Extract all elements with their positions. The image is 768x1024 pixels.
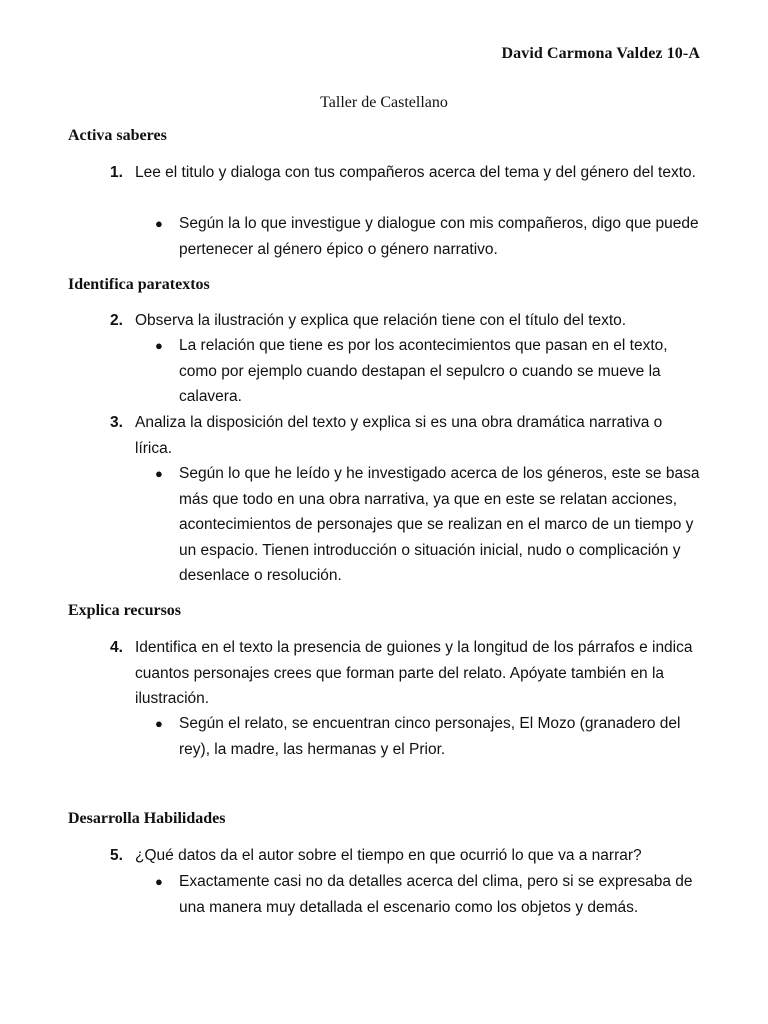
question-text: ¿Qué datos da el autor sobre el tiempo en que ocurrió lo que va a narrar? [135, 847, 642, 864]
answer-text: La relación que tiene es por los acontecimientos que pasan en el texto, como por ejemplo cuando destapan el sepulcro o cuando se mueve la calavera. [179, 337, 668, 405]
question-number: 1. [110, 164, 123, 181]
question-text: Identifica en el texto la presencia de guiones y la longitud de los párrafos e indica cuantos personajes crees que forman parte del relato. Apóyate también en la ilustración. [135, 639, 693, 707]
page-title: Taller de Castellano [320, 94, 448, 111]
answer-text: Según la lo que investigue y dialogue con mis compañeros, digo que puede pertenecer al género épico o género narrativo. [179, 215, 699, 258]
question-number: 3. [110, 414, 123, 431]
question-number: 2. [110, 312, 123, 329]
section-heading-explica-recursos: Explica recursos [68, 602, 182, 619]
question-text: Observa la ilustración y explica que relación tiene con el título del texto. [135, 312, 627, 329]
answer-4 [155, 711, 701, 762]
question-number: 4. [110, 639, 123, 656]
question-number: 5. [110, 847, 123, 864]
question-text: Analiza la disposición del texto y explica si es una obra dramática narrativa o lírica. [135, 414, 663, 457]
answer-text: Exactamente casi no da detalles acerca del clima, pero si se expresaba de una manera muy detallada el escenario como los objetos y demás. [179, 873, 693, 916]
bullet-icon: ● [155, 216, 163, 231]
question-4 [110, 635, 701, 712]
bullet-icon: ● [155, 874, 163, 889]
answer-3 [155, 461, 701, 589]
answer-5 [155, 869, 701, 920]
author-line: David Carmona Valdez 10-A [501, 45, 700, 62]
question-5 [110, 843, 701, 869]
question-text: Lee el titulo y dialoga con tus compañeros acerca del tema y del género del texto. [135, 164, 696, 181]
bullet-icon: ● [155, 716, 163, 731]
question-1 [110, 160, 701, 186]
bullet-icon: ● [155, 466, 163, 481]
answer-2 [155, 333, 701, 410]
section-heading-activa-saberes: Activa saberes [68, 127, 167, 144]
answer-text: Según lo que he leído y he investigado acerca de los géneros, este se basa más que todo en una obra narrativa, ya que en este se relatan acciones, acontecimientos de personajes que se realizan en el marco de un tiempo y un espacio. Tienen introducción o situación inicial, nudo o complicación y desenlace o resolución. [179, 465, 700, 584]
answer-text: Según el relato, se encuentran cinco personajes, El Mozo (granadero del rey), la madre, las hermanas y el Prior. [179, 715, 681, 758]
answer-1 [155, 211, 701, 262]
bullet-icon: ● [155, 338, 163, 353]
section-heading-desarrolla-habilidades: Desarrolla Habilidades [68, 810, 226, 827]
section-heading-identifica-paratextos: Identifica paratextos [68, 276, 210, 293]
question-3 [110, 410, 701, 461]
question-2 [110, 308, 701, 334]
